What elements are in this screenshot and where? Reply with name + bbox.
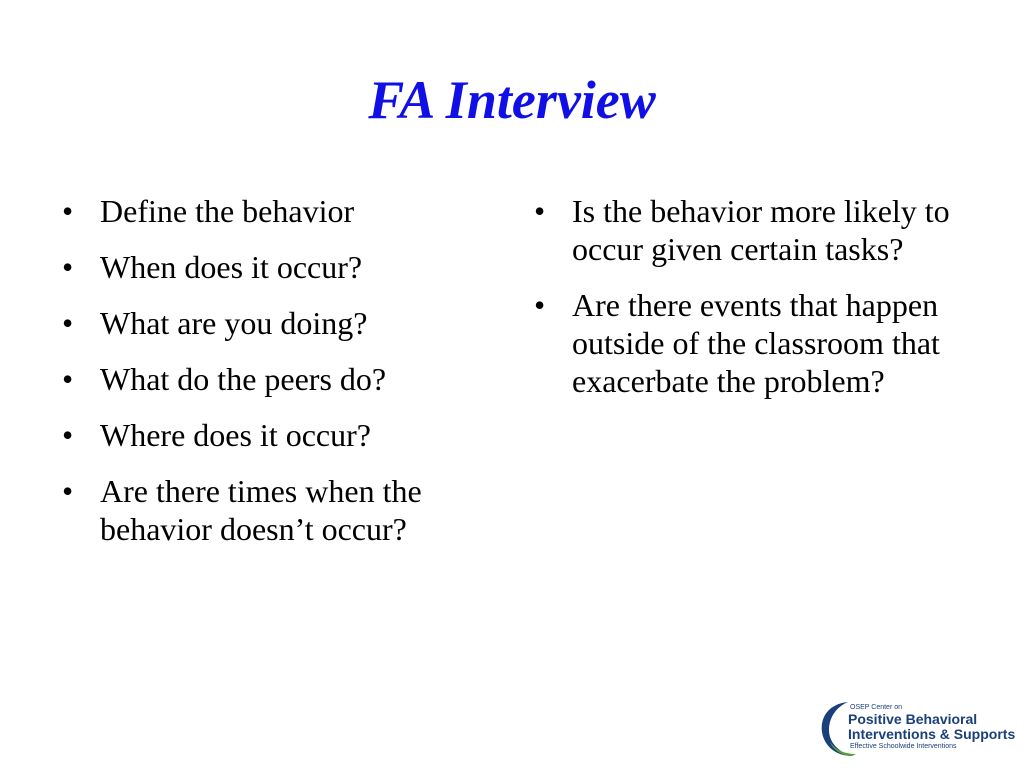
bullet-item <box>62 192 472 230</box>
logo-line-2: Interventions & Supports <box>848 726 1016 742</box>
bullet-item <box>534 192 974 268</box>
right-bullet-list <box>534 192 974 418</box>
bullet-text: Define the behavior <box>100 193 355 229</box>
bullet-item <box>62 304 472 342</box>
bullet-icon: • <box>534 193 546 229</box>
logo-tagline: Effective Schoolwide Interventions <box>850 743 957 750</box>
bullet-icon: • <box>62 193 74 229</box>
bullet-icon: • <box>62 417 74 453</box>
slide-title: FA Interview <box>368 70 656 130</box>
bullet-icon: • <box>62 249 74 285</box>
bullet-icon: • <box>62 473 74 509</box>
bullet-icon: • <box>62 361 74 397</box>
bullet-item <box>534 286 974 400</box>
pbis-logo <box>818 696 1014 760</box>
bullet-item <box>62 248 472 286</box>
bullet-text: Are there events that happen outside of the classroom that exacerbate the problem? <box>572 287 940 399</box>
bullet-item <box>62 472 472 548</box>
bullet-text: Are there times when the behavior doesn’t occur? <box>100 473 422 547</box>
bullet-text: Where does it occur? <box>100 417 371 453</box>
logo-top-line: OSEP Center on <box>850 704 903 711</box>
bullet-text: What are you doing? <box>100 305 368 341</box>
left-bullet-list <box>62 192 472 566</box>
bullet-item <box>62 416 472 454</box>
bullet-text: Is the behavior more likely to occur given certain tasks? <box>572 193 950 267</box>
bullet-item <box>62 360 472 398</box>
bullet-icon: • <box>62 305 74 341</box>
bullet-text: When does it occur? <box>100 249 363 285</box>
bullet-text: What do the peers do? <box>100 361 387 397</box>
logo-line-1: Positive Behavioral <box>848 711 978 727</box>
bullet-icon: • <box>534 287 546 323</box>
